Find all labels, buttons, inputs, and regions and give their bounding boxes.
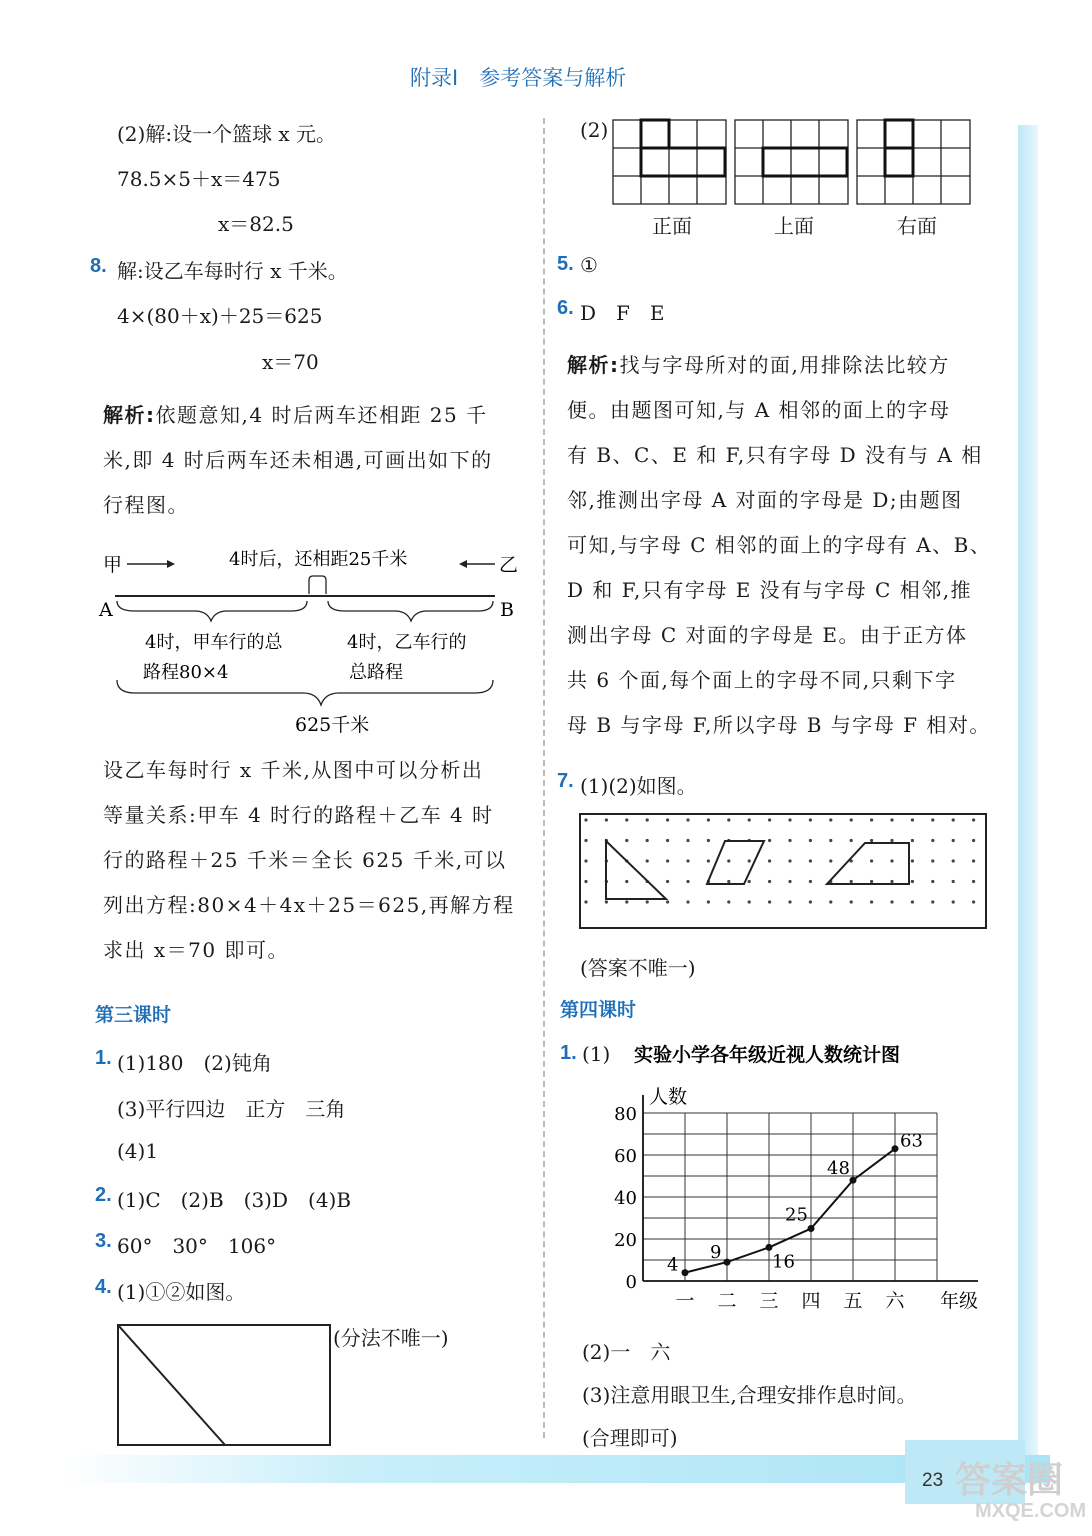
myopia-line-chart: [600, 1034, 990, 1324]
x-tick-label: 三: [759, 1290, 779, 1312]
l3-q1-line2: (3)平行四边 正方 三角: [117, 1097, 346, 1121]
l3-q4-note: (分法不唯一): [333, 1326, 449, 1350]
grid-dot: [931, 859, 934, 862]
l3-q1-line3: (4)1: [117, 1139, 159, 1163]
grid-dot: [809, 859, 812, 862]
analysis-line: 依题意知,4 时后两车还相距 25 千: [155, 403, 488, 427]
grid-dot: [625, 818, 628, 821]
grid-dot: [666, 859, 669, 862]
analysis-label: 解析:: [567, 353, 620, 377]
analysis-line: 有 B、C、E 和 F,只有字母 D 没有与 A 相: [567, 443, 983, 467]
page-header: 附录Ⅰ 参考答案与解析: [410, 66, 627, 90]
grid-dot: [584, 839, 587, 842]
grid-dot: [911, 859, 914, 862]
grid-dot: [952, 818, 955, 821]
analysis-line: 米,即 4 时后两车还未相遇,可画出如下的: [103, 448, 493, 472]
grid-dot: [707, 900, 710, 903]
grid-dot: [768, 900, 771, 903]
watermark-logo: 答案圈: [955, 1460, 1064, 1501]
grid-dot: [952, 900, 955, 903]
analysis-label: 解析:: [103, 403, 156, 427]
q7-note: (答案不唯一): [580, 956, 696, 980]
grid-dot: [686, 839, 689, 842]
grid-dot: [707, 859, 710, 862]
q7-text: (1)(2)如图。: [580, 774, 697, 798]
point-a: A: [99, 599, 113, 621]
data-label: 16: [772, 1251, 795, 1273]
grid-dot: [646, 900, 649, 903]
right-label-1: 4时，乙车行的: [347, 632, 467, 653]
caption-right: 右面: [897, 214, 937, 238]
analysis-line: 测出字母 C 对面的字母是 E。由于正方体: [567, 623, 968, 647]
analysis-line: 行程图。: [103, 493, 189, 517]
data-point: [724, 1259, 731, 1266]
grid-dot: [870, 900, 873, 903]
l3-q3-number: 3.: [95, 1230, 112, 1252]
grid-dot: [646, 839, 649, 842]
analysis-line: 邻,推测出字母 A 对面的字母是 D;由题图: [567, 488, 963, 512]
q6-number: 6.: [557, 297, 574, 319]
caption-front: 正面: [652, 214, 692, 238]
l4-q1-part1: (1): [582, 1042, 611, 1066]
q6-text: D F E: [580, 301, 665, 325]
grid-dot: [666, 900, 669, 903]
q7-2-equation: 78.5×5＋x＝475: [117, 167, 281, 191]
grid-dot: [911, 880, 914, 883]
grid-dot: [748, 880, 751, 883]
data-label: 48: [827, 1158, 850, 1180]
grid-dot: [707, 818, 710, 821]
grid-dot: [666, 818, 669, 821]
watermark-url: MXQE.COM: [975, 1500, 1087, 1522]
grid-dot: [952, 839, 955, 842]
grid-dot: [584, 880, 587, 883]
grid-dot: [605, 900, 608, 903]
top-label: 4时后，还相距25千米: [229, 549, 408, 570]
grid-dot: [625, 839, 628, 842]
cube-views-figure: [612, 118, 977, 210]
grid-dot: [646, 859, 649, 862]
data-point: [766, 1244, 773, 1251]
grid-dot: [931, 880, 934, 883]
grid-dot: [931, 900, 934, 903]
grid-dot: [850, 839, 853, 842]
grid-dot: [748, 818, 751, 821]
left-label-1: 4时，甲车行的总: [145, 632, 283, 653]
grid-dot: [646, 818, 649, 821]
left-label-2: 路程80×4: [143, 662, 229, 683]
data-label: 4: [667, 1254, 679, 1276]
grid-dot: [911, 818, 914, 821]
bottom-band: [60, 1455, 1050, 1483]
grid-dot: [952, 859, 955, 862]
l4-q1-part3: (3)注意用眼卫生,合理安排作息时间。: [582, 1383, 917, 1407]
explanation-line: 等量关系:甲车 4 时行的路程＋乙车 4 时: [103, 803, 494, 827]
grid-dot: [666, 839, 669, 842]
analysis-line: 共 6 个面,每个面上的字母不同,只剩下字: [567, 668, 957, 692]
grid-dot: [788, 880, 791, 883]
x-axis-label: 年级: [939, 1290, 979, 1312]
grid-dot: [829, 859, 832, 862]
grid-dot: [972, 818, 975, 821]
grid-dot: [748, 859, 751, 862]
y-tick-label: 0: [625, 1272, 637, 1293]
lesson3-title: 第三课时: [95, 1005, 172, 1026]
grid-dot: [890, 818, 893, 821]
grid-dot: [870, 880, 873, 883]
right-edge-band: [1018, 125, 1038, 1465]
l3-q4-number: 4.: [95, 1276, 112, 1298]
explanation-line: 求出 x＝70 即可。: [103, 938, 289, 962]
grid-dot: [890, 880, 893, 883]
grid-dot: [666, 880, 669, 883]
grid-dot: [809, 818, 812, 821]
grid-dot: [686, 880, 689, 883]
page-number: 23: [922, 1470, 944, 1491]
grid-dot: [870, 818, 873, 821]
analysis-line: D 和 F,只有字母 E 没有与字母 C 相邻,推: [567, 578, 973, 602]
grid-dot: [788, 839, 791, 842]
jia-label: 甲: [103, 554, 123, 576]
analysis-line: 便。由题图可知,与 A 相邻的面上的字母: [567, 398, 951, 422]
l4-q1-part2: (2)一 六: [582, 1340, 671, 1364]
chart-title: 实验小学各年级近视人数统计图: [634, 1044, 901, 1066]
grid-dot: [788, 900, 791, 903]
data-label: 25: [785, 1204, 808, 1226]
q8-analysis: [103, 393, 493, 528]
right-label-2: 总路程: [349, 662, 403, 683]
grid-dot: [809, 880, 812, 883]
travel-diagram: [95, 535, 525, 745]
x-tick-label: 一: [675, 1290, 695, 1312]
data-point: [892, 1145, 899, 1152]
l3-q3-text: 60° 30° 106°: [117, 1234, 277, 1258]
grid-dot: [768, 859, 771, 862]
data-label: 9: [710, 1242, 722, 1264]
grid-dot: [584, 859, 587, 862]
grid-dot: [605, 818, 608, 821]
grid-dot: [768, 818, 771, 821]
grid-dot: [625, 900, 628, 903]
grid-dot: [686, 818, 689, 821]
grid-dot: [870, 859, 873, 862]
l4-q1-part4: (合理即可): [582, 1426, 678, 1450]
grid-dot: [931, 818, 934, 821]
grid-dot: [850, 880, 853, 883]
grid-dot: [952, 880, 955, 883]
q7-2-solution: x＝82.5: [218, 212, 294, 236]
total-label: 625千米: [295, 714, 370, 736]
y-tick-label: 20: [614, 1230, 637, 1251]
grid-dot: [972, 839, 975, 842]
q8-explanation: [103, 748, 515, 973]
l4-q1-number: 1.: [560, 1042, 577, 1064]
grid-dot: [625, 880, 628, 883]
q6-analysis: [567, 343, 991, 748]
grid-dot: [788, 818, 791, 821]
q7-number: 7.: [557, 770, 574, 792]
grid-dot: [707, 839, 710, 842]
explanation-line: 设乙车每时行 x 千米,从图中可以分析出: [103, 758, 484, 782]
data-label: 63: [900, 1130, 923, 1152]
q4-2-label: (2): [580, 118, 609, 142]
grid-dot: [768, 880, 771, 883]
grid-dot: [972, 859, 975, 862]
rectangle-division-figure: [115, 1322, 335, 1448]
l3-q1-number: 1.: [95, 1047, 112, 1069]
l3-q2-number: 2.: [95, 1184, 112, 1206]
grid-dot: [584, 900, 587, 903]
grid-dot: [686, 900, 689, 903]
data-point: [808, 1225, 815, 1232]
dot-grid-figure: [578, 812, 990, 932]
x-tick-label: 四: [801, 1290, 821, 1312]
grid-dot: [584, 818, 587, 821]
grid-dot: [890, 900, 893, 903]
q8-number: 8.: [90, 255, 107, 277]
grid-dot: [870, 839, 873, 842]
grid-dot: [911, 839, 914, 842]
analysis-line: 可知,与字母 C 相邻的面上的字母有 A、B、: [567, 533, 992, 557]
grid-dot: [911, 900, 914, 903]
grid-dot: [829, 818, 832, 821]
grid-dot: [788, 859, 791, 862]
q5-number: 5.: [557, 253, 574, 275]
l3-q4-text: (1)①②如图。: [117, 1280, 246, 1304]
grid-dot: [809, 839, 812, 842]
l3-q2-text: (1)C (2)B (3)D (4)B: [117, 1188, 352, 1212]
yi-label: 乙: [499, 554, 519, 576]
y-axis-label: 人数: [649, 1086, 688, 1108]
q8-equation: 4×(80＋x)＋25＝625: [117, 304, 323, 328]
data-point: [682, 1269, 689, 1276]
grid-dot: [727, 900, 730, 903]
analysis-line: 母 B 与字母 F,所以字母 B 与字母 F 相对。: [567, 713, 991, 737]
grid-dot: [809, 900, 812, 903]
grid-dot: [890, 859, 893, 862]
grid-dot: [890, 839, 893, 842]
y-tick-label: 40: [614, 1188, 637, 1209]
grid-dot: [829, 900, 832, 903]
grid-dot: [972, 880, 975, 883]
grid-dot: [748, 900, 751, 903]
grid-dot: [972, 900, 975, 903]
q8-line: 解:设乙车每时行 x 千米。: [117, 259, 348, 283]
y-tick-label: 80: [614, 1104, 637, 1125]
column-divider: [543, 118, 545, 1438]
grid-dot: [850, 900, 853, 903]
q7-2-line: (2)解:设一个篮球 x 元。: [117, 122, 337, 146]
grid-dot: [931, 839, 934, 842]
y-tick-label: 60: [614, 1146, 637, 1167]
analysis-line: 找与字母所对的面,用排除法比较方: [619, 353, 950, 377]
l3-q1-line1: (1)180 (2)钝角: [117, 1051, 272, 1075]
x-tick-label: 二: [717, 1290, 737, 1312]
grid-dot: [829, 839, 832, 842]
grid-dot: [727, 880, 730, 883]
q8-solution: x＝70: [262, 350, 319, 374]
point-b: B: [500, 599, 514, 621]
explanation-line: 列出方程:80×4＋4x＋25＝625,再解方程: [103, 893, 515, 917]
x-tick-label: 六: [885, 1290, 905, 1312]
caption-top: 上面: [774, 214, 814, 238]
grid-dot: [727, 818, 730, 821]
explanation-line: 行的路程＋25 千米＝全长 625 千米,可以: [103, 848, 507, 872]
q5-text: ①: [580, 253, 598, 277]
grid-dot: [768, 839, 771, 842]
lesson4-title: 第四课时: [560, 1000, 637, 1021]
grid-dot: [686, 859, 689, 862]
data-point: [850, 1177, 857, 1184]
grid-dot: [850, 818, 853, 821]
x-tick-label: 五: [843, 1290, 863, 1312]
grid-dot: [727, 859, 730, 862]
